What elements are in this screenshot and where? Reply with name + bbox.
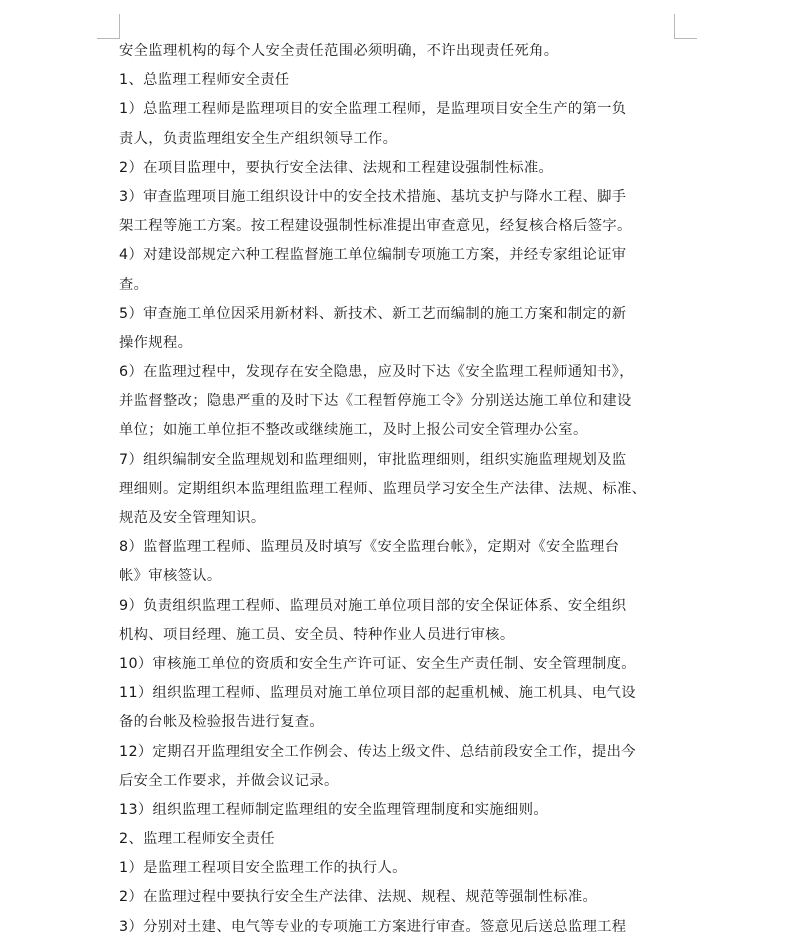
paragraph-line: 4）对建设部规定六种工程监督施工单位编制专项施工方案，并经专家组论证审 <box>119 247 627 264</box>
paragraph-line: 并监督整改；隐患严重的及时下达《工程暂停施工令》分别送达施工单位和建设 <box>119 393 632 410</box>
paragraph-line: 备的台帐及检验报告进行复查。 <box>119 714 325 731</box>
paragraph-line: 安全监理机构的每个人安全责任范围必须明确，不许出现责任死角。 <box>119 43 559 59</box>
paragraph-line: 1）是监理工程项目安全监理工作的执行人。 <box>119 860 407 877</box>
paragraph-line: 规范及安全管理知识。 <box>119 510 266 526</box>
paragraph-line: 操作规程。 <box>119 334 193 351</box>
paragraph-line: 责人，负责监理组安全生产组织领导工作。 <box>119 130 398 147</box>
paragraph-line: 7）组织编制安全监理规划和监理细则，审批监理细则，组织实施监理规划及监 <box>119 451 627 468</box>
paragraph-line: 12）定期召开监理组安全工作例会、传达上级文件、总结前段安全工作，提出今 <box>119 743 636 760</box>
paragraph-line: 2）在项目监理中，要执行安全法律、法规和工程建设强制性标准。 <box>119 159 554 176</box>
document-body <box>119 37 679 942</box>
paragraph-line: 后安全工作要求，并做会议记录。 <box>119 772 339 789</box>
paragraph-line: 1）总监理工程师是监理项目的安全监理工程师，是监理项目安全生产的第一负 <box>119 101 627 118</box>
paragraph-line: 6）在监理过程中，发现存在安全隐患，应及时下达《安全监理工程师通知书》， <box>119 364 634 381</box>
paragraph-line: 8）监督监理工程师、监理员及时填写《安全监理台帐》，定期对《安全监理台 <box>119 539 620 556</box>
paragraph-line: 单位；如施工单位拒不整改或继续施工，及时上报公司安全管理办公室。 <box>119 422 588 439</box>
paragraph-line: 10）审核施工单位的资质和安全生产许可证、安全生产责任制、安全管理制度。 <box>119 655 636 672</box>
margin-corner-top-right <box>674 14 697 39</box>
section-heading: 1、总监理工程师安全责任 <box>119 72 290 89</box>
paragraph-line: 3）分别对土建、电气等专业的专项施工方案进行审查。签意见后送总监理工程 <box>119 918 627 935</box>
margin-corner-top-left <box>97 14 120 39</box>
paragraph-line: 5）审查施工单位因采用新材料、新技术、新工艺而编制的施工方案和制定的新 <box>119 305 627 322</box>
paragraph-line: 9）负责组织监理工程师、监理员对施工单位项目部的安全保证体系、安全组织 <box>119 597 627 614</box>
paragraph-line: 3）审查监理项目施工组织设计中的安全技术措施、基坑支护与降水工程、脚手 <box>119 188 627 205</box>
paragraph-line: 2）在监理过程中要执行安全生产法律、法规、规程、规范等强制性标准。 <box>119 889 598 906</box>
paragraph-line: 13）组织监理工程师制定监理组的安全监理管理制度和实施细则。 <box>119 801 549 818</box>
paragraph-line: 查。 <box>119 276 149 293</box>
paragraph-line: 11）组织监理工程师、监理员对施工单位项目部的起重机械、施工机具、电气设 <box>119 685 636 702</box>
paragraph-line: 帐》审核签认。 <box>119 568 222 585</box>
section-heading: 2、监理工程师安全责任 <box>119 831 275 848</box>
paragraph-line: 理细则。定期组织本监理组监理工程师、监理员学习安全生产法律、法规、标准、 <box>119 480 647 497</box>
paragraph-line: 机构、项目经理、施工员、安全员、特种作业人员进行审核。 <box>119 626 515 643</box>
paragraph-line: 架工程等施工方案。按工程建设强制性标准提出审查意见，经复核合格后签字。 <box>119 218 632 235</box>
